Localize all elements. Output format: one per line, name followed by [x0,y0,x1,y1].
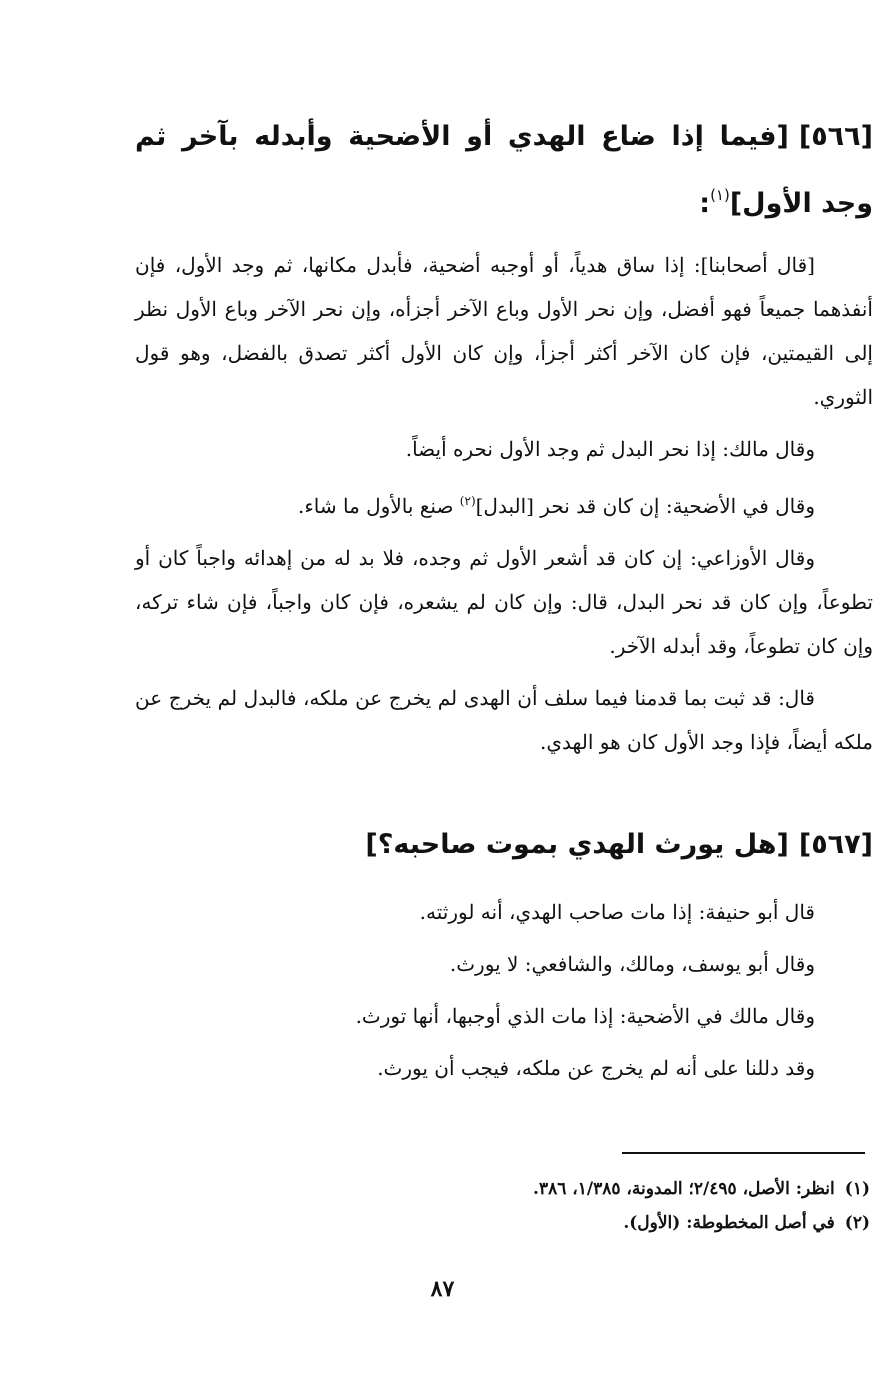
footnote-2 [135,1206,870,1240]
footnote-marker: (١) [844,1179,870,1199]
heading-colon: : [699,188,711,219]
footnote-ref-2: (٢) [459,494,476,508]
page-number: ٨٧ [430,1276,455,1302]
paragraph: وقال أبو يوسف، ومالك، والشافعي: لا يورث. [449,952,815,976]
paragraph: وقال مالك: إذا نحر البدل ثم وجد الأول نحره أيضاً. [405,437,815,461]
paragraph: [قال أصحابنا]: إذا ساق هدياً، أو أوجبه أضحية، فأبدل مكانها، ثم وجد الأول، فإن أنفذهما جميعاً فهو أفضل، وإن نحر الأول وباع الآخر أجزأه، وإن نحر الآخر وباع الأول نظر إلى القيمتين، فإن كان الآخر أكثر أجزأ، وإن كان الأول أكثر تصدق بالفضل، وهو قول الثوري. [135,253,873,409]
footnote-marker: (٢) [844,1213,870,1233]
footnote-ref-1: (١) [710,186,730,204]
paragraph-text: وقال في الأضحية: إن كان قد نحر [البدل] [475,494,815,518]
footnotes [135,1172,870,1240]
page-body [135,108,873,1094]
paragraph: قال: قد ثبت بما قدمنا فيما سلف أن الهدى لم يخرج عن ملكه، فالبدل لم يخرج عن ملكه أيضاً، فإذا وجد الأول كان هو الهدي. [135,686,873,754]
section-566-heading [135,108,873,233]
section-567-number: [٥٦٧] [798,829,873,860]
section-567-heading [135,816,873,874]
section-566-title: [فيما إذا ضاع الهدي أو الأضحية وأبدله بآخر ثم وجد الأول] [135,121,873,219]
footnote-1 [135,1172,870,1206]
footnote-text: انظر: الأصل، ٢/٤٩٥؛ المدونة، ١/٣٨٥، ٣٨٦. [533,1179,835,1199]
paragraph: قال أبو حنيفة: إذا مات صاحب الهدي، أنه لورثته. [419,900,815,924]
paragraph [135,479,873,528]
section-567-body [135,886,873,1094]
paragraph: وقال مالك في الأضحية: إذا مات الذي أوجبها، أنها تورث. [355,1004,815,1028]
footnote-text: في أصل المخطوطة: (الأول). [623,1213,835,1233]
section-566-body [135,243,873,764]
section-567-title: [هل يورث الهدي بموت صاحبه؟] [365,829,789,860]
paragraph-text: صنع بالأول ما شاء. [298,494,460,518]
paragraph: وقد دللنا على أنه لم يخرج عن ملكه، فيجب أن يورث. [377,1056,815,1080]
paragraph: وقال الأوزاعي: إن كان قد أشعر الأول ثم وجده، فلا بد له من إهدائه واجباً كان أو تطوعاً، وإن كان قد نحر البدل، قال: وإن كان لم يشعره، فإن كان واجباً، فإن شاء تركه، وإن كان تطوعاً، وقد أبدله الآخر. [135,546,873,658]
footnote-divider [622,1152,865,1154]
section-566-number: [٥٦٦] [798,121,873,152]
